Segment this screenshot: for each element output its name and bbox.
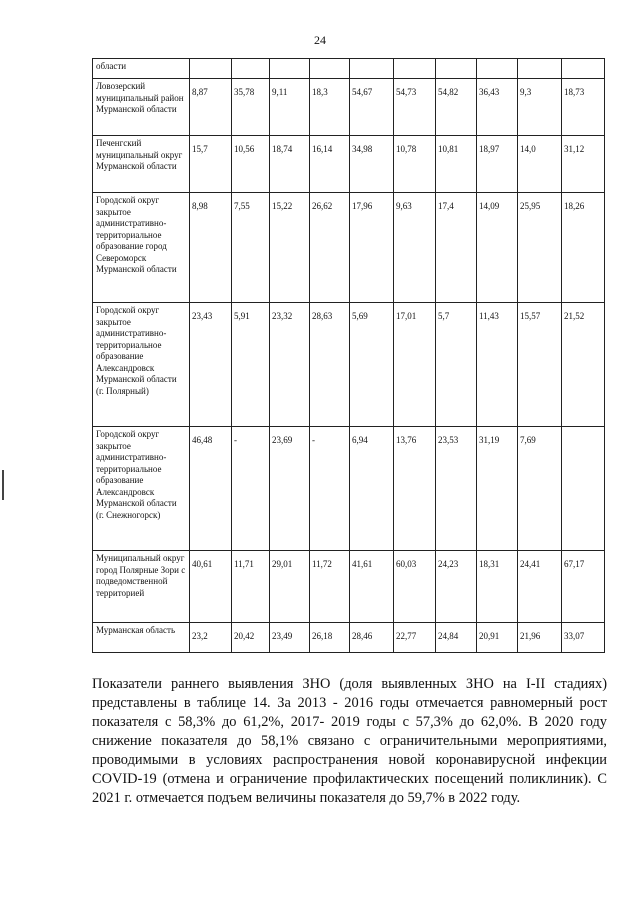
table-cell: - xyxy=(232,427,270,551)
table-cell: 9,3 xyxy=(518,79,562,136)
table-cell: 54,73 xyxy=(394,79,436,136)
body-paragraph: Показатели раннего выявления ЗНО (доля выявленных ЗНО на I-II стадиях) представлены в таблице 14. За 2013 - 2016 годы отмечается равномерный рост показателя с 58,3% до 61,2%, 2017- 2019 годы с 57,3% до 62,0%. В 2020 году снижение показателя до 58,1% связано с ограничительными мероприятиями, проводимыми в условиях распространения новой коронавирусной инфекции COVID-19 (отмена и ограничение профилактических посещений поликлиник). С 2021 г. отмечается подъем величины показателя до 59,7% в 2022 году. xyxy=(92,676,607,806)
table-cell: 11,72 xyxy=(310,551,350,623)
table-cell: 18,97 xyxy=(477,136,518,193)
table-cell: 6,94 xyxy=(350,427,394,551)
table-cell: 18,73 xyxy=(562,79,605,136)
table-cell: 46,48 xyxy=(190,427,232,551)
table-cell: 26,18 xyxy=(310,623,350,653)
row-label: Городской округ закрытое административно-территориальное образование город Североморск Мурманской области xyxy=(93,193,190,303)
table-cell: 10,56 xyxy=(232,136,270,193)
page-number: 24 xyxy=(314,33,326,47)
table-cell: 8,87 xyxy=(190,79,232,136)
table-cell: 18,26 xyxy=(562,193,605,303)
table-cell: 31,12 xyxy=(562,136,605,193)
table-cell: 17,4 xyxy=(436,193,477,303)
table-cell xyxy=(270,59,310,79)
row-label: Печенгский муниципальный округ Мурманской области xyxy=(93,136,190,193)
table-cell: 29,01 xyxy=(270,551,310,623)
row-label: Городской округ закрытое административно-территориальное образование Александровск Мурманской области (г. Полярный) xyxy=(93,303,190,427)
table-cell: 54,67 xyxy=(350,79,394,136)
table-cell xyxy=(562,427,605,551)
table-cell: 28,63 xyxy=(310,303,350,427)
table-cell xyxy=(232,59,270,79)
row-label: Городской округ закрытое административно-территориальное образование Александровск Мурманской области (г. Снежногорск) xyxy=(93,427,190,551)
table-cell: 18,3 xyxy=(310,79,350,136)
table-cell: 20,42 xyxy=(232,623,270,653)
table-cell: 23,43 xyxy=(190,303,232,427)
table-row xyxy=(93,303,605,427)
table-cell xyxy=(190,59,232,79)
table-cell: 26,62 xyxy=(310,193,350,303)
table-cell: 60,03 xyxy=(394,551,436,623)
table-cell: 23,53 xyxy=(436,427,477,551)
table-cell: 28,46 xyxy=(350,623,394,653)
table-cell: 23,32 xyxy=(270,303,310,427)
table-cell: 22,77 xyxy=(394,623,436,653)
row-label: Муниципальный округ город Полярные Зори с подведомственной территорией xyxy=(93,551,190,623)
table-cell: 40,61 xyxy=(190,551,232,623)
table-cell: 8,98 xyxy=(190,193,232,303)
table-row xyxy=(93,551,605,623)
table-cell: 17,01 xyxy=(394,303,436,427)
table-cell: 9,63 xyxy=(394,193,436,303)
table-cell: 54,82 xyxy=(436,79,477,136)
table-cell: - xyxy=(310,427,350,551)
table-cell: 18,74 xyxy=(270,136,310,193)
table-cell: 25,95 xyxy=(518,193,562,303)
table-cell: 11,43 xyxy=(477,303,518,427)
scan-margin-mark xyxy=(2,470,4,500)
table-cell: 21,52 xyxy=(562,303,605,427)
table-row xyxy=(93,59,605,79)
table-cell: 5,69 xyxy=(350,303,394,427)
table-cell: 15,57 xyxy=(518,303,562,427)
table-row xyxy=(93,136,605,193)
table-cell: 21,96 xyxy=(518,623,562,653)
table-cell: 33,07 xyxy=(562,623,605,653)
table-cell: 14,0 xyxy=(518,136,562,193)
table-cell: 5,91 xyxy=(232,303,270,427)
table-cell: 5,7 xyxy=(436,303,477,427)
table-cell: 18,31 xyxy=(477,551,518,623)
table-cell: 15,7 xyxy=(190,136,232,193)
row-label: области xyxy=(93,59,190,79)
table-row xyxy=(93,427,605,551)
table-cell: 34,98 xyxy=(350,136,394,193)
table-cell: 67,17 xyxy=(562,551,605,623)
table-cell: 23,2 xyxy=(190,623,232,653)
table-cell xyxy=(394,59,436,79)
table-cell: 7,69 xyxy=(518,427,562,551)
table-cell: 23,49 xyxy=(270,623,310,653)
table-cell xyxy=(436,59,477,79)
table-cell xyxy=(310,59,350,79)
table-cell: 7,55 xyxy=(232,193,270,303)
table-row xyxy=(93,79,605,136)
table-cell: 9,11 xyxy=(270,79,310,136)
table-cell: 10,78 xyxy=(394,136,436,193)
table-cell: 14,09 xyxy=(477,193,518,303)
table-cell: 31,19 xyxy=(477,427,518,551)
row-label: Ловозерский муниципальный район Мурманской области xyxy=(93,79,190,136)
table-cell: 24,41 xyxy=(518,551,562,623)
table-cell: 24,23 xyxy=(436,551,477,623)
table-row xyxy=(93,193,605,303)
table-cell: 11,71 xyxy=(232,551,270,623)
incidence-table xyxy=(92,58,605,653)
table-cell: 41,61 xyxy=(350,551,394,623)
table-cell: 17,96 xyxy=(350,193,394,303)
table-cell: 20,91 xyxy=(477,623,518,653)
table-cell: 24,84 xyxy=(436,623,477,653)
table-cell: 16,14 xyxy=(310,136,350,193)
table-cell: 13,76 xyxy=(394,427,436,551)
table-cell xyxy=(350,59,394,79)
table-row xyxy=(93,623,605,653)
table-body xyxy=(93,59,605,653)
row-label: Мурманская область xyxy=(93,623,190,653)
table-cell xyxy=(562,59,605,79)
table-cell: 35,78 xyxy=(232,79,270,136)
table-cell xyxy=(477,59,518,79)
table-cell: 10,81 xyxy=(436,136,477,193)
table-cell: 36,43 xyxy=(477,79,518,136)
table-cell: 23,69 xyxy=(270,427,310,551)
table-cell xyxy=(518,59,562,79)
table-cell: 15,22 xyxy=(270,193,310,303)
